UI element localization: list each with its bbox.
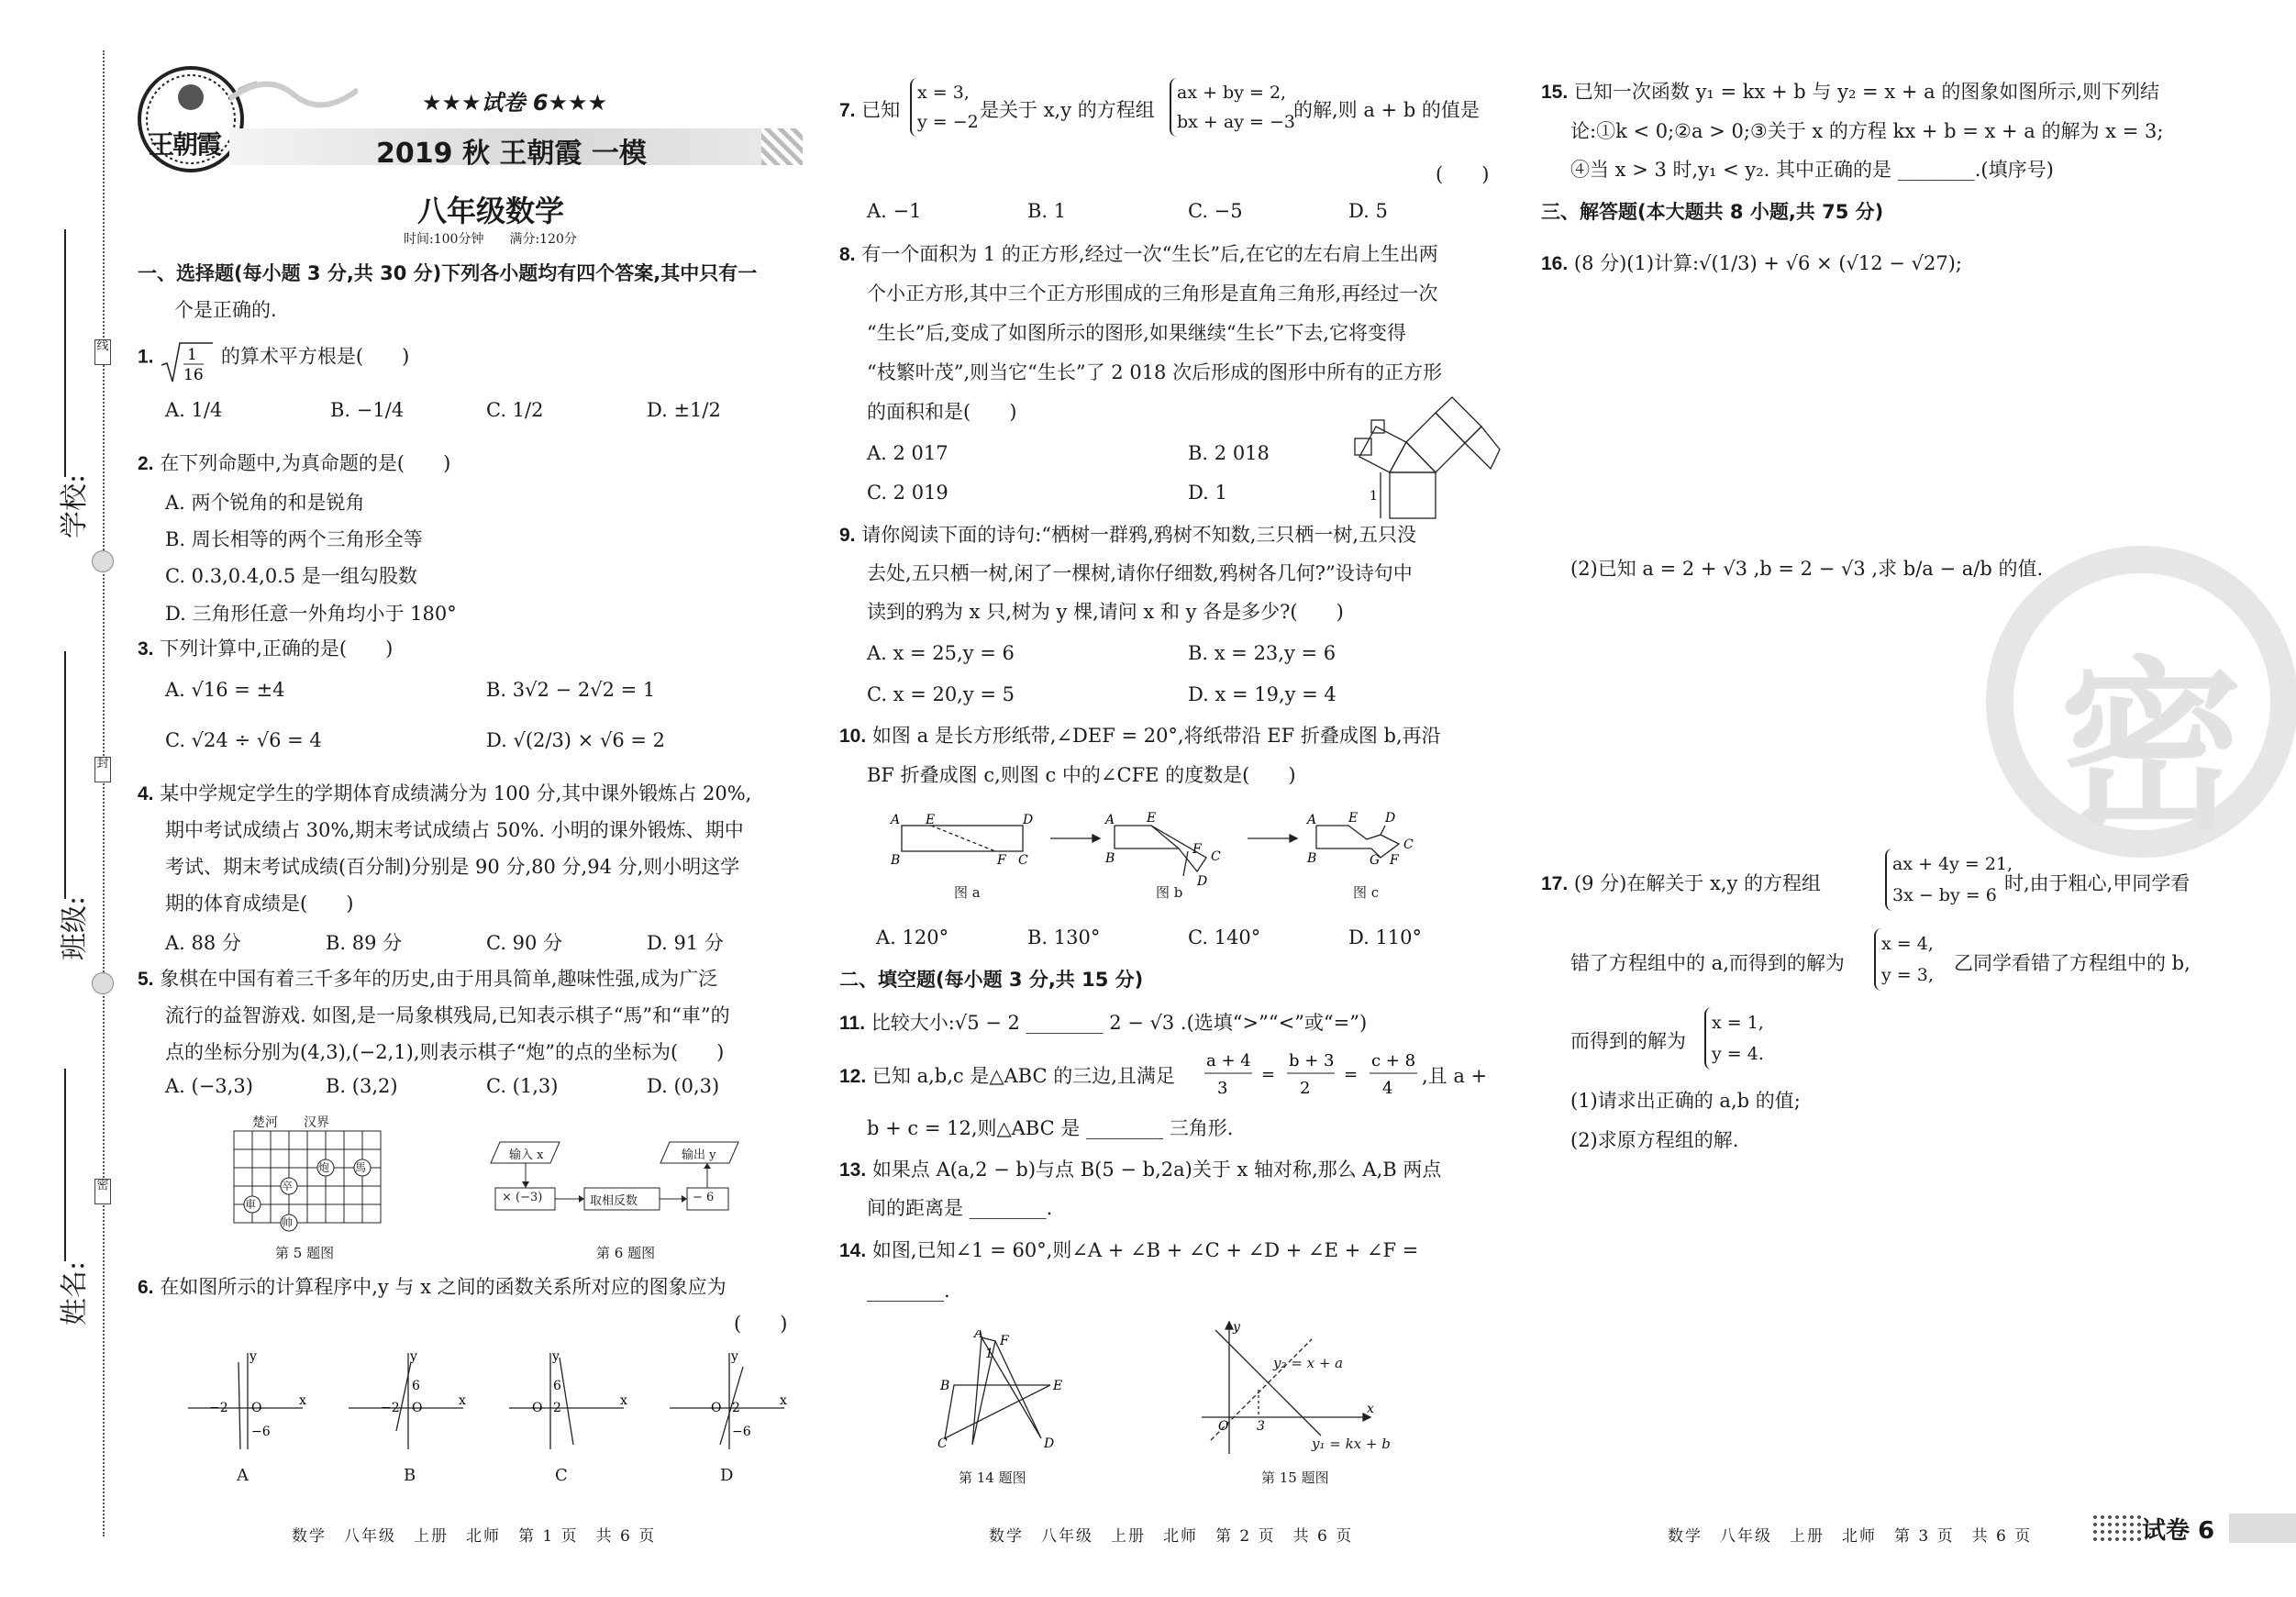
- svg-text:x: x: [1367, 1402, 1374, 1416]
- q7-option-c[interactable]: C. −5: [1188, 200, 1243, 222]
- svg-text:B: B: [1307, 851, 1317, 866]
- q5-line-2: 流行的益智游戏. 如图,是一局象棋残局,已知表示棋子“馬”和“車”的: [165, 1004, 730, 1026]
- class-field[interactable]: [37, 651, 91, 960]
- footer-page2: 数学 八年级 上册 北师 第 2 页 共 6 页: [989, 1527, 1354, 1546]
- q10-caption-a: 图 a: [954, 884, 981, 901]
- fig6-input: 输入 x: [509, 1148, 544, 1162]
- q16-part1: [1541, 250, 1962, 278]
- fig14-caption: 第 14 题图: [959, 1469, 1026, 1486]
- svg-text:3: 3: [1257, 1419, 1265, 1434]
- q16-answer-area[interactable]: [1570, 294, 2213, 532]
- svg-text:y: y: [1233, 1320, 1240, 1335]
- fig15-caption: 第 15 题图: [1261, 1469, 1329, 1486]
- q17-sys-line1: ax + 4y = 21,: [1892, 854, 2013, 874]
- q13-number: 13.: [839, 1159, 867, 1181]
- binding-line: [103, 50, 105, 1536]
- school-underline: [64, 229, 66, 477]
- fig5-caption: 第 5 题图: [275, 1245, 335, 1261]
- svg-text:D: D: [1197, 874, 1208, 889]
- q4-option-a[interactable]: A. 88 分: [165, 932, 241, 954]
- svg-text:=: =: [1344, 1065, 1359, 1084]
- q9-option-c[interactable]: C. x = 20,y = 5: [867, 683, 1015, 705]
- q8: [839, 240, 1438, 269]
- q4-line-3: 考试、期末考试成绩(百分制)分别是 90 分,80 分,94 分,则小明这学: [165, 856, 740, 878]
- secret-stamp-char: 密: [2059, 641, 2244, 855]
- q7-sys2-line2: bx + ay = −3: [1177, 112, 1295, 132]
- q12-line2[interactable]: b + c = 12,则△ABC 是 ________ 三角形.: [867, 1117, 1234, 1139]
- q12-line1: 已知 a,b,c 是△ABC 的三边,且满足: [871, 1065, 1175, 1087]
- q5-option-d[interactable]: D. (0,3): [647, 1075, 720, 1097]
- name-field[interactable]: [37, 1069, 91, 1371]
- piece-zu: 卒: [282, 1180, 294, 1192]
- brand-name: 王朝霞: [149, 129, 221, 160]
- q16-number: 16.: [1541, 253, 1569, 274]
- q4-line-2: 期中考试成绩占 30%,期末考试成绩占 50%. 小明的课外锻炼、期中: [165, 819, 744, 841]
- svg-text:3: 3: [1217, 1079, 1228, 1098]
- q6-text: 在如图所示的计算程序中,y 与 x 之间的函数关系所对应的图象应为: [160, 1276, 727, 1298]
- q9-option-a[interactable]: A. x = 25,y = 6: [867, 642, 1015, 664]
- svg-text:6: 6: [412, 1379, 420, 1393]
- q8-line-5: 的面积和是( ): [867, 401, 1017, 423]
- svg-text:1: 1: [985, 1347, 993, 1361]
- q10-option-b[interactable]: B. 130°: [1027, 926, 1101, 948]
- svg-text:C: C: [1211, 849, 1221, 864]
- q7-sys2-line1: ax + by = 2,: [1177, 83, 1287, 103]
- svg-text:B: B: [891, 853, 901, 868]
- q4-option-c[interactable]: C. 90 分: [486, 932, 563, 954]
- svg-text:F: F: [997, 853, 1006, 868]
- svg-text:2: 2: [1300, 1079, 1311, 1098]
- q8-tree-graphic: [1353, 394, 1509, 523]
- svg-text:C: C: [937, 1436, 948, 1449]
- section2-heading: 二、填空题(每小题 3 分,共 15 分): [839, 969, 1144, 991]
- q1-radical-graphic: [160, 339, 215, 385]
- fig15-line2-label: y₂ = x + a: [1273, 1355, 1344, 1371]
- q14-line2[interactable]: ________.: [867, 1280, 950, 1302]
- q5-option-a[interactable]: A. (−3,3): [165, 1075, 253, 1097]
- fig15: [1192, 1316, 1413, 1458]
- piece-ma: 馬: [355, 1161, 367, 1174]
- q7-system2: [1170, 78, 1295, 137]
- q3-option-c[interactable]: C. √24 ÷ √6 = 4: [165, 729, 322, 751]
- q6-graphs: [183, 1344, 807, 1454]
- q17-sys-a-line1: x = 4,: [1881, 934, 1934, 954]
- corner-bar: [2229, 1514, 2296, 1543]
- fig6-flowchart: [482, 1137, 748, 1220]
- q17-sub2: (2)求原方程组的解.: [1570, 1129, 1739, 1151]
- svg-text:x: x: [459, 1393, 466, 1408]
- q10-figures: [885, 807, 1463, 899]
- svg-text:x: x: [780, 1393, 787, 1408]
- binding-dot-1: [92, 550, 114, 572]
- q5-option-c[interactable]: C. (1,3): [486, 1075, 559, 1097]
- q3-option-d[interactable]: D. √(2/3) × √6 = 2: [486, 729, 665, 751]
- class-label: 班级:: [59, 895, 91, 960]
- q17-number: 17.: [1541, 873, 1569, 894]
- q10-line-1: 如图 a 是长方形纸带,∠DEF = 20°,将纸带沿 EF 折叠成图 b,再沿: [871, 725, 1441, 747]
- q2-option-d[interactable]: D. 三角形任意一外角均小于 180°: [165, 603, 457, 625]
- q1-option-a[interactable]: A. 1/4: [165, 399, 223, 421]
- q17-system: [1885, 848, 2013, 911]
- q17-text5: 而得到的解为: [1570, 1030, 1686, 1052]
- q9-line-1: 请你阅读下面的诗句:“栖树一群鸦,鸦树不知数,三只栖一树,五只没: [861, 524, 1417, 546]
- q10-caption-c: 图 c: [1353, 884, 1380, 901]
- svg-text:A: A: [891, 813, 901, 827]
- q9-option-b[interactable]: B. x = 23,y = 6: [1188, 642, 1337, 664]
- svg-text:−2: −2: [381, 1401, 400, 1415]
- fig6-caption: 第 6 题图: [596, 1245, 656, 1261]
- q5-line-1: 象棋在中国有着三千多年的历史,由于用具简单,趣味性强,成为广泛: [160, 968, 718, 990]
- piece-pao: 炮: [318, 1161, 330, 1174]
- svg-text:16: 16: [183, 366, 204, 384]
- q1-option-d[interactable]: D. ±1/2: [647, 399, 721, 421]
- q8-option-a[interactable]: A. 2 017: [867, 442, 948, 464]
- section1-heading: 一、选择题(每小题 3 分,共 30 分)下列各小题均有四个答案,其中只有一: [138, 262, 758, 284]
- q3-option-a[interactable]: A. √16 = ±4: [165, 679, 285, 701]
- q6-number: 6.: [138, 1277, 154, 1298]
- q7-text2: 是关于 x,y 的方程组: [980, 99, 1155, 121]
- q3-number: 3.: [138, 638, 154, 660]
- footer-page3: 数学 八年级 上册 北师 第 3 页 共 6 页: [1668, 1527, 2033, 1546]
- fig6-step3: − 6: [693, 1191, 715, 1204]
- fig15-line1-label: y₁ = kx + b: [1312, 1436, 1391, 1452]
- q10-number: 10.: [839, 726, 867, 747]
- q8-line-1: 有一个面积为 1 的正方形,经过一次“生长”后,在它的左右肩上生出两: [861, 243, 1438, 265]
- name-underline: [64, 1069, 66, 1261]
- q1-option-b[interactable]: B. −1/4: [330, 399, 405, 421]
- svg-text:4: 4: [1382, 1079, 1393, 1098]
- q3-text: 下列计算中,正确的是( ): [160, 638, 394, 660]
- svg-text:1: 1: [1370, 489, 1378, 504]
- q13-line1: 如果点 A(a,2 − b)与点 B(5 − b,2a)关于 x 轴对称,那么 A,B 两点: [871, 1159, 1442, 1181]
- secret-stamp-watermark: [1986, 546, 2296, 858]
- q17-text3: 错了方程组中的 a,而得到的解为: [1570, 952, 1845, 974]
- q1-radical: [160, 339, 215, 384]
- q6-graphs-graphic: [183, 1344, 807, 1454]
- fig5-board-title: 楚河 汉界: [252, 1115, 329, 1130]
- q11-text[interactable]: 比较大小:√5 − 2 ________ 2 − √3 .(选填“>”“<”或“=”): [871, 1012, 1368, 1034]
- q17-sys-b-line1: x = 1,: [1712, 1013, 1764, 1033]
- q6-paren: ( ): [734, 1313, 788, 1335]
- q6: [138, 1273, 727, 1302]
- piece-shuai: 帅: [282, 1216, 294, 1229]
- q4-number: 4.: [138, 783, 154, 804]
- q5-number: 5.: [138, 969, 154, 990]
- corner-tag: 试卷 6: [2142, 1517, 2215, 1545]
- school-field[interactable]: [37, 229, 91, 538]
- school-label: 学校:: [59, 473, 91, 538]
- q11: [839, 1009, 1367, 1037]
- svg-text:C: C: [1018, 853, 1028, 868]
- q3: [138, 635, 393, 663]
- q6-option-b[interactable]: B: [404, 1466, 416, 1485]
- q7-option-d[interactable]: D. 5: [1348, 200, 1388, 222]
- q10-option-d[interactable]: D. 110°: [1348, 926, 1423, 948]
- q17-system-b: [1704, 1007, 1764, 1070]
- name-label: 姓名:: [59, 1260, 91, 1325]
- q6-option-d[interactable]: D: [720, 1466, 734, 1485]
- svg-text:O: O: [532, 1401, 543, 1415]
- q13: [839, 1156, 1441, 1184]
- svg-text:F: F: [1192, 842, 1202, 857]
- svg-text:=: =: [1261, 1065, 1276, 1084]
- exam-tag: ★★★试卷 6★★★: [422, 90, 608, 116]
- section1-heading-cont: 个是正确的.: [174, 299, 277, 321]
- svg-text:F: F: [1390, 853, 1399, 868]
- svg-text:A: A: [974, 1330, 984, 1341]
- q13-line2[interactable]: 间的距离是 ________.: [867, 1197, 1053, 1219]
- banner-title: 2019 秋 王朝霞 一模: [376, 138, 647, 170]
- q3-option-b[interactable]: B. 3√2 − 2√2 = 1: [486, 679, 656, 701]
- svg-text:B: B: [1105, 851, 1115, 866]
- q16-part1-text: (8 分)(1)计算:√(1/3) + √6 × (√12 − √27);: [1573, 252, 1962, 274]
- q17-sys-line2: 3x − by = 6: [1892, 885, 1997, 905]
- svg-text:A: A: [1307, 813, 1317, 827]
- svg-text:x: x: [620, 1393, 627, 1408]
- q7-number: 7.: [839, 100, 856, 121]
- svg-text:−6: −6: [251, 1425, 271, 1439]
- q17-text4: 乙同学看错了方程组中的 b,: [1954, 952, 2191, 974]
- svg-text:E: E: [1053, 1379, 1063, 1393]
- class-underline: [64, 651, 66, 899]
- q17-text2: 时,由于粗心,甲同学看: [2004, 872, 2191, 894]
- svg-text:O: O: [251, 1401, 262, 1415]
- q2-option-c[interactable]: C. 0.3,0.4,0.5 是一组勾股数: [165, 565, 417, 587]
- q17-sys-b-line2: y = 4.: [1712, 1044, 1764, 1064]
- q9-line-2: 去处,五只栖一树,闲了一棵树,请你仔细数,鸦树各几何?”设诗句中: [867, 562, 1413, 584]
- q7-text1: 已知: [861, 99, 901, 121]
- q8-option-b[interactable]: B. 2 018: [1188, 442, 1270, 464]
- q10-option-c[interactable]: C. 140°: [1188, 926, 1261, 948]
- q14-number: 14.: [839, 1240, 867, 1261]
- section3-heading: 三、解答题(本大题共 8 小题,共 75 分): [1541, 201, 1884, 223]
- q12-number: 12.: [839, 1066, 867, 1087]
- q17-answer-area[interactable]: [1570, 1170, 2213, 1500]
- q7-sys1-line2: y = −2: [917, 112, 979, 132]
- svg-text:2: 2: [553, 1401, 561, 1415]
- q10-line-2: BF 折叠成图 c,则图 c 中的∠CFE 的度数是( ): [867, 764, 1296, 786]
- svg-text:y: y: [731, 1349, 738, 1364]
- q17: [1541, 870, 1821, 898]
- svg-text:y: y: [552, 1349, 560, 1364]
- seal-line-char: 线: [94, 339, 111, 365]
- q8-line-2: 个小正方形,其中三个正方形围成的三角形是直角三角形,再经过一次: [867, 283, 1438, 305]
- svg-text:y: y: [250, 1349, 257, 1364]
- svg-text:A: A: [1105, 813, 1115, 827]
- svg-text:G: G: [1370, 853, 1381, 868]
- q9-option-d[interactable]: D. x = 19,y = 4: [1188, 683, 1337, 705]
- q8-line-3: “生长”后,变成了如图所示的图形,如果继续“生长”下去,它将变得: [867, 322, 1406, 344]
- q17-sub1: (1)请求出正确的 a,b 的值;: [1570, 1090, 1801, 1112]
- q4-line-4: 期的体育成绩是( ): [165, 893, 354, 915]
- q6-option-a[interactable]: A: [237, 1466, 249, 1485]
- svg-text:D: D: [1044, 1436, 1055, 1449]
- svg-text:C: C: [1403, 837, 1414, 852]
- q1: [138, 339, 410, 384]
- piece-ju: 車: [245, 1198, 257, 1211]
- q15-number: 15.: [1541, 82, 1569, 103]
- q7-text3: 的解,则 a + b 的值是: [1293, 99, 1480, 121]
- q9: [839, 521, 1416, 549]
- svg-text:2: 2: [732, 1401, 740, 1415]
- q17-sys-a-line2: y = 3,: [1881, 965, 1934, 985]
- q12-line1b: ,且 a +: [1422, 1065, 1488, 1087]
- q5-line-3: 点的坐标分别为(4,3),(−2,1),则表示棋子“炮”的点的坐标为( ): [165, 1041, 725, 1063]
- svg-text:D: D: [1385, 811, 1396, 826]
- q15: [1541, 78, 2159, 106]
- q10-caption-b: 图 b: [1156, 884, 1183, 901]
- q10: [839, 722, 1441, 750]
- q7-system1: [910, 78, 979, 137]
- q9-number: 9.: [839, 525, 856, 546]
- svg-text:B: B: [940, 1379, 950, 1393]
- q15-line1: 已知一次函数 y₁ = kx + b 与 y₂ = x + a 的图象如图所示,则下列结: [1573, 81, 2159, 103]
- q11-number: 11.: [839, 1013, 866, 1034]
- q8-option-d[interactable]: D. 1: [1188, 482, 1227, 504]
- fig5-chessboard: [225, 1115, 390, 1234]
- time-info: 时间:100分钟 满分:120分: [404, 232, 577, 247]
- q17-system-a: [1874, 928, 1934, 991]
- q14-line1: 如图,已知∠1 = 60°,则∠A + ∠B + ∠C + ∠D + ∠E + ∠F =: [871, 1239, 1419, 1261]
- q7: [839, 96, 900, 125]
- svg-text:O: O: [1218, 1419, 1229, 1434]
- svg-text:−2: −2: [209, 1401, 228, 1415]
- q4: [138, 780, 751, 808]
- q15-line2: 论:①k < 0;②a > 0;③关于 x 的方程 kx + b = x + a 的解为 x = 3;: [1570, 120, 2164, 142]
- q7-sys1-line1: x = 3,: [917, 83, 970, 103]
- q8-figure: [1353, 394, 1509, 523]
- ribbon-icon: [229, 72, 358, 117]
- q4-option-b[interactable]: B. 89 分: [326, 932, 403, 954]
- q16-part2: (2)已知 a = 2 + √3 ,b = 2 − √3 ,求 b/a − a/b 的值.: [1570, 558, 2044, 580]
- q2: [138, 449, 450, 478]
- q6-option-c[interactable]: C: [555, 1466, 568, 1485]
- subject-title: 八年级数学: [417, 194, 565, 228]
- footer-page1: 数学 八年级 上册 北师 第 1 页 共 6 页: [292, 1527, 657, 1546]
- svg-text:1: 1: [187, 346, 198, 364]
- q8-number: 8.: [839, 244, 856, 265]
- svg-text:D: D: [1023, 813, 1034, 827]
- ribbon-decoration: [229, 72, 358, 117]
- q2-number: 2.: [138, 453, 154, 474]
- svg-text:E: E: [926, 813, 936, 827]
- q2-option-a[interactable]: A. 两个锐角的和是锐角: [165, 492, 365, 514]
- binding-dot-2: [92, 972, 114, 994]
- q1-number: 1.: [138, 346, 154, 368]
- fig6-step1: × (−3): [502, 1191, 543, 1204]
- banner-checker: [761, 128, 803, 165]
- svg-text:a + 4: a + 4: [1206, 1051, 1251, 1070]
- seal-seal-char: 封: [94, 757, 111, 782]
- q10-option-a[interactable]: A. 120°: [876, 926, 949, 948]
- svg-text:6: 6: [553, 1379, 561, 1393]
- svg-text:y: y: [410, 1349, 417, 1364]
- q1-option-c[interactable]: C. 1/2: [486, 399, 544, 421]
- q5-option-b[interactable]: B. (3,2): [326, 1075, 398, 1097]
- q9-line-3: 读到的鸦为 x 只,树为 y 棵,请问 x 和 y 各是多少?( ): [867, 601, 1344, 623]
- q7-paren: ( ): [1436, 163, 1490, 185]
- banner-bar: [229, 128, 761, 170]
- fig6-step2: 取相反数: [590, 1194, 638, 1208]
- q14: [839, 1237, 1418, 1265]
- svg-text:b + 3: b + 3: [1289, 1051, 1335, 1070]
- fig14-star-graphic: [926, 1330, 1073, 1449]
- q17-text1: (9 分)在解关于 x,y 的方程组: [1573, 872, 1822, 894]
- svg-text:x: x: [299, 1393, 306, 1408]
- q2-option-b[interactable]: B. 周长相等的两个三角形全等: [165, 528, 423, 550]
- seal-secret-char: 密: [94, 1179, 111, 1204]
- svg-text:−6: −6: [732, 1425, 751, 1439]
- svg-text:O: O: [711, 1401, 722, 1415]
- q15-line3[interactable]: ④当 x > 3 时,y₁ < y₂. 其中正确的是 ________.(填序号): [1570, 159, 2054, 181]
- svg-text:E: E: [1147, 811, 1157, 826]
- q4-line-1: 某中学规定学生的学期体育成绩满分为 100 分,其中课外锻炼占 20%,: [160, 782, 752, 804]
- svg-text:F: F: [1000, 1334, 1009, 1348]
- q12: [839, 1062, 1175, 1091]
- q8-line-4: “枝繁叶茂”,则当它“生长”了 2 018 次后形成的图形中所有的正方形: [867, 361, 1443, 383]
- corner-dots: [2091, 1514, 2142, 1541]
- q7-option-a[interactable]: A. −1: [867, 200, 922, 222]
- q4-option-d[interactable]: D. 91 分: [647, 932, 724, 954]
- q5: [138, 965, 717, 993]
- fig14: [926, 1330, 1073, 1449]
- fig6-output: 输出 y: [682, 1148, 716, 1162]
- svg-text:O: O: [412, 1401, 423, 1415]
- q8-option-c[interactable]: C. 2 019: [867, 482, 948, 504]
- svg-text:c + 8: c + 8: [1371, 1051, 1416, 1070]
- q1-text: 的算术平方根是( ): [220, 345, 410, 368]
- svg-text:E: E: [1348, 811, 1359, 826]
- q2-text: 在下列命题中,为真命题的是( ): [160, 452, 451, 474]
- q7-option-b[interactable]: B. 1: [1027, 200, 1067, 222]
